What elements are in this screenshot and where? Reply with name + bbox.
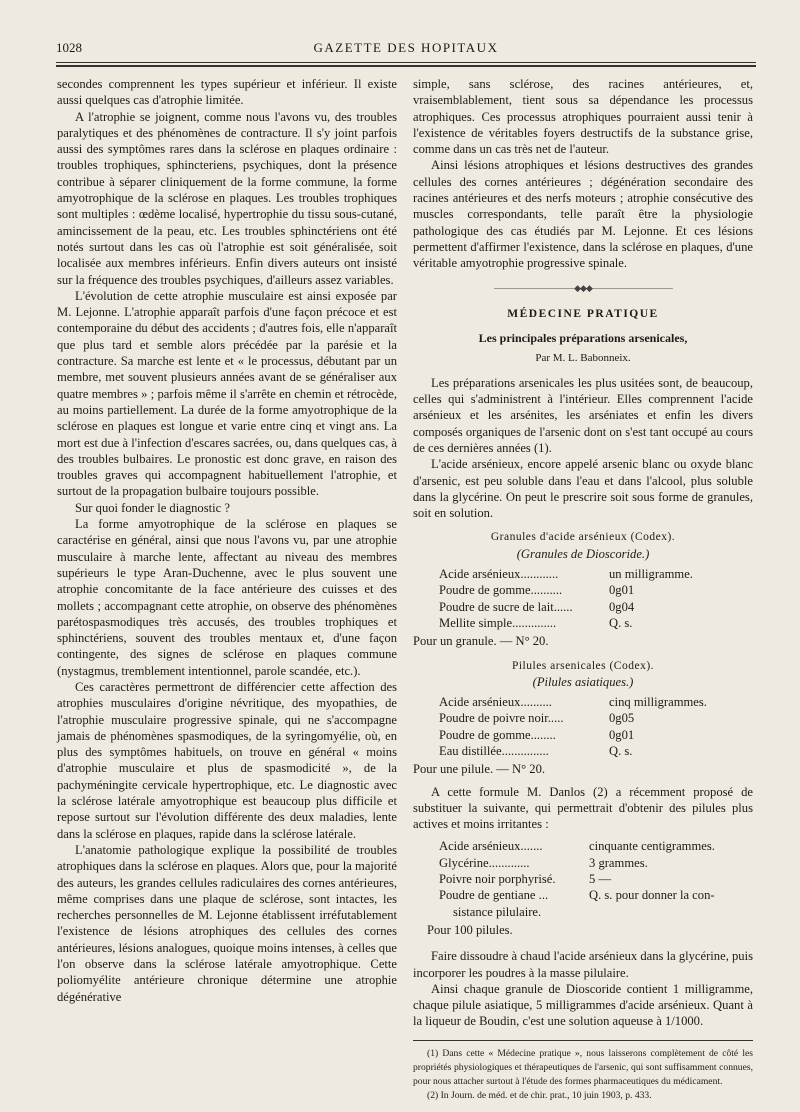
- ingredient-qty: 0g01: [609, 727, 635, 742]
- paragraph: L'évolution de cette atrophie musculaire est ainsi exposée par M. Lejonne. L'atrophie apparaît parfois d'une façon précoce et est contemporaine du début des accidents ; d'autres fois, elle n'apparaît que plus tard et semble alors précédée par la parésie et la contracture. Sa marche est lente et « le processus, débutant par un membre, met souvent plusieurs années avant de se généraliser aux quatre membres » ; parfois même il s'arrête en chemin et rétrocède, au moins partiellement. La durée de la forme amyotrophique de la sclérose en plaques est longue et varie entre cinq et vingt ans. La mort est due à l'infection d'escares sacrées, ou, dans quelques cas, à des troubles bulbaires. Le pronostic est donc grave, en raison des troubles graves qui accompagnent habituellement l'atrophie, et surtout de la propagation bulbaire toujours possible.: [57, 288, 397, 499]
- paragraph: simple, sans sclérose, des racines antérieures, et, vraisemblablement, tient sous sa dépendance les processus atrophiques. Ces processus atrophiques pourraient aussi tenir à l'existence de véritables foyers destructifs de la substance grise, comme dans un cas très net de l'auteur.: [413, 77, 753, 157]
- recipe-row: [439, 694, 753, 710]
- paragraph: Ces caractères permettront de différencier cette affection des atrophies musculaires d'origine névritique, des myopathies, de l'atrophie musculaire progressive spinale, qui ne s'accompagne jamais de phénomènes spasmodiques, de la syringomyélie, où, en plus des symptômes habituels, on trouve en général « moins d'atrophie musculaire et plus de spasmodicité », de la pachyméningite cervicale hypertrophique, etc. Le diagnostic avec la sclérose latérale amyotrophique est beaucoup plus difficile et repose surtout sur l'évolution différente des deux maladies, lente dans la sclérose en plaques, rapide dans la sclérose latérale.: [57, 679, 397, 841]
- ingredient-qty: un milligramme.: [609, 567, 693, 582]
- section-separator: ——————————◆◆◆——————————: [494, 282, 672, 293]
- recipe-row: [439, 887, 753, 903]
- recipe-row: [439, 582, 753, 598]
- ingredient-qty: cinquante centigrammes.: [589, 839, 715, 854]
- recipe-row: [439, 710, 753, 726]
- paragraph: L'anatomie pathologique explique la possibilité de troubles atrophiques dans la sclérose en plaques. Alors que, pour la majorité des auteurs, les grandes cellules radiculaires des cornes antérieures, même comprises dans une plaque de sclérose, sont intactes, les recherches personnelles de M. Lejonne établissent irréfutablement l'existence de lésions atrophiques des cellules des cornes antérieures, lésions analogues, quoique moins intenses, à celles que l'on observe dans la sclérose latérale amyotrophique. Cette poliomyélite antérieure chronique détermine une atrophie dégénérative: [57, 842, 397, 1004]
- ingredient-name: Glycérine.............: [439, 855, 530, 870]
- formula-subtitle: (Granules de Dioscoride.): [516, 546, 650, 561]
- recipe-row: [439, 855, 753, 871]
- ingredient-name: Poudre de gomme..........: [439, 583, 563, 598]
- paragraph: La forme amyotrophique de la sclérose en plaques se caractérise en général, ainsi que nous l'avons vu, par une atrophie musculaire à marche lente, affectant au niveau des membres supérieurs le type Aran-Duchenne, avec le plus souvent une atrophie concomitante de la face antérieure des cuisses et des mollets ; accompagnant cette atrophie, on observe des phénomènes parétospasmodiques très accusés, des troubles trophiques et sphinctériens, souvent des troubles mentaux et, d'une façon contingente, des signes de sclérose en plaques commune (nystagmus, tremblement intentionnel, parole scandée, etc.).: [57, 517, 397, 678]
- page-number: 1028: [56, 40, 82, 55]
- header-rule: [56, 62, 756, 63]
- recipe-row: [439, 615, 753, 631]
- ingredient-qty: Q. s. pour donner la con-: [589, 888, 715, 903]
- footnote-rule: [413, 1040, 753, 1041]
- page-header: [56, 40, 756, 60]
- ingredient-qty: 3 grammes.: [589, 855, 648, 870]
- ingredient-name: sistance pilulaire.: [453, 904, 542, 919]
- ingredient-name: Acide arsénieux.......: [439, 839, 543, 854]
- ingredient-name: Poudre de gentiane ...: [439, 888, 549, 903]
- paragraph: Faire dissoudre à chaud l'acide arsénieux dans la glycérine, puis incorporer les poudres à la masse pilulaire.: [413, 949, 753, 980]
- recipe-conclusion: Pour un granule. — N° 20.: [413, 634, 549, 649]
- ingredient-name: Poivre noir porphyrisé.: [439, 872, 556, 887]
- recipe-list: [413, 694, 753, 759]
- header-rule-thick: [56, 65, 756, 67]
- ingredient-qty: 5 —: [589, 872, 612, 887]
- article-title: Les principales préparations arsenicales,: [478, 331, 688, 346]
- recipe-list: [413, 838, 753, 919]
- ingredient-qty: 0g01: [609, 583, 635, 598]
- ingredient-qty: Q. s.: [609, 615, 633, 630]
- paragraph: L'acide arsénieux, encore appelé arsenic blanc ou oxyde blanc d'arsenic, est peu soluble dans l'eau et dans l'alcool, plus soluble dans la glycérine. On peut le prescrire soit sous forme de granules, soit en solution.: [413, 457, 753, 521]
- recipe-conclusion: Pour 100 pilules.: [427, 922, 513, 937]
- formula-title: Pilules arsenicales (Codex).: [511, 659, 655, 672]
- ingredient-qty: 0g05: [609, 711, 635, 726]
- recipe-row: [439, 599, 753, 615]
- ingredient-name: Poudre de gomme........: [439, 727, 556, 742]
- paragraph: Sur quoi fonder le diagnostic ?: [75, 500, 230, 515]
- recipe-row: [453, 904, 753, 920]
- recipe-conclusion: Pour une pilule. — N° 20.: [413, 762, 546, 777]
- ingredient-name: Mellite simple..............: [439, 615, 557, 630]
- ingredient-name: Poudre de sucre de lait......: [439, 599, 573, 614]
- ingredient-name: Poudre de poivre noir.....: [439, 711, 564, 726]
- recipe-list: [413, 566, 753, 631]
- paragraph: A cette formule M. Danlos (2) a récemment proposé de substituer la suivante, qui permettrait d'obtenir des pilules plus actives et moins irritantes :: [413, 784, 753, 832]
- paragraph: Les préparations arsenicales les plus usitées sont, de beaucoup, celles qui s'administrent à l'intérieur. Elles comprennent l'acide arsénieux et les arsénites, les arséniates et enfin les divers composés organiques de l'arsenic dont on s'est tant occupé au cours de ces dernières années (1).: [413, 375, 753, 455]
- paragraph: Ainsi chaque granule de Dioscoride contient 1 milligramme, chaque pilule asiatique, 5 milligrammes d'acide arsénieux. Quant à la liqueur de Boudin, c'est une solution aqueuse à 1/1000.: [413, 981, 753, 1029]
- paragraph: A l'atrophie se joignent, comme nous l'avons vu, des troubles paralytiques et des phénomènes de contracture. Il s'y joint parfois aussi des symptômes rares dans la sclérose en plaques ordinaire : troubles trophiques, sphincteriens, psychiques, dont la présence contribue à séparer cliniquement de la forme commune, la forme amyotrophique de la sclérose en plaques. Les troubles trophiques sont multiples : œdème localisé, hypertrophie du tissu sous-cutané, amincissement de la peau, etc. Les troubles sphinctériens ont été notés surtout dans les cas où l'atrophie est soit généralisée, soit localisée aux membres inférieurs. Enfin divers auteurs ont insisté sur la fréquence des troubles psychiques, d'ailleurs assez variables.: [57, 109, 397, 287]
- ingredient-name: Acide arsénieux..........: [439, 695, 552, 710]
- article-author: Par M. L. Babonneix.: [535, 352, 631, 365]
- section-title: MÉDECINE PRATIQUE: [507, 307, 659, 320]
- ingredient-qty: [623, 904, 753, 920]
- paragraph: secondes comprennent les types supérieur et inférieur. Il existe aussi quelques cas d'atrophie limitée.: [57, 77, 397, 108]
- formula-title: Granules d'acide arsénieux (Codex).: [490, 531, 676, 544]
- ingredient-name: Eau distillée...............: [439, 743, 549, 758]
- ingredient-qty: cinq milligrammes.: [609, 695, 707, 710]
- paragraph: Ainsi lésions atrophiques et lésions destructives des grandes cellules des cornes antérieures ; dégénération secondaire des racines antérieures et des nerfs moteurs ; atrophie consécutive des muscles correspondants, telle paraît être la physiologie pathologique des cas étudiés par M. Lejonne. Et ces lésions permettent d'affirmer l'existence, dans la sclérose en plaques, d'une véritable amyotrophie progressive spinale.: [413, 158, 753, 271]
- footnote: (1) Dans cette « Médecine pratique », nous laisserons complètement de côté les propriétés physiologiques et thérapeutiques de l'arsenic, qui sont suffisamment connues, pour nous attacher surtout à l'étude des formes pharmaceutiques du médicament.: [413, 1047, 753, 1087]
- recipe-row: [439, 727, 753, 743]
- ingredient-name: Acide arsénieux............: [439, 567, 559, 582]
- formula-subtitle: (Pilules asiatiques.): [532, 674, 634, 689]
- ingredient-qty: 0g04: [609, 599, 635, 614]
- recipe-row: [439, 871, 753, 887]
- journal-title: GAZETTE DES HOPITAUX: [313, 40, 499, 55]
- right-column: [413, 76, 753, 1103]
- left-column: [57, 76, 397, 1005]
- recipe-row: [439, 743, 753, 759]
- recipe-row: [439, 566, 753, 582]
- ingredient-qty: Q. s.: [609, 743, 633, 758]
- recipe-row: [439, 838, 753, 854]
- footnote: (2) In Journ. de méd. et de chir. prat., 10 juin 1903, p. 433.: [427, 1089, 652, 1101]
